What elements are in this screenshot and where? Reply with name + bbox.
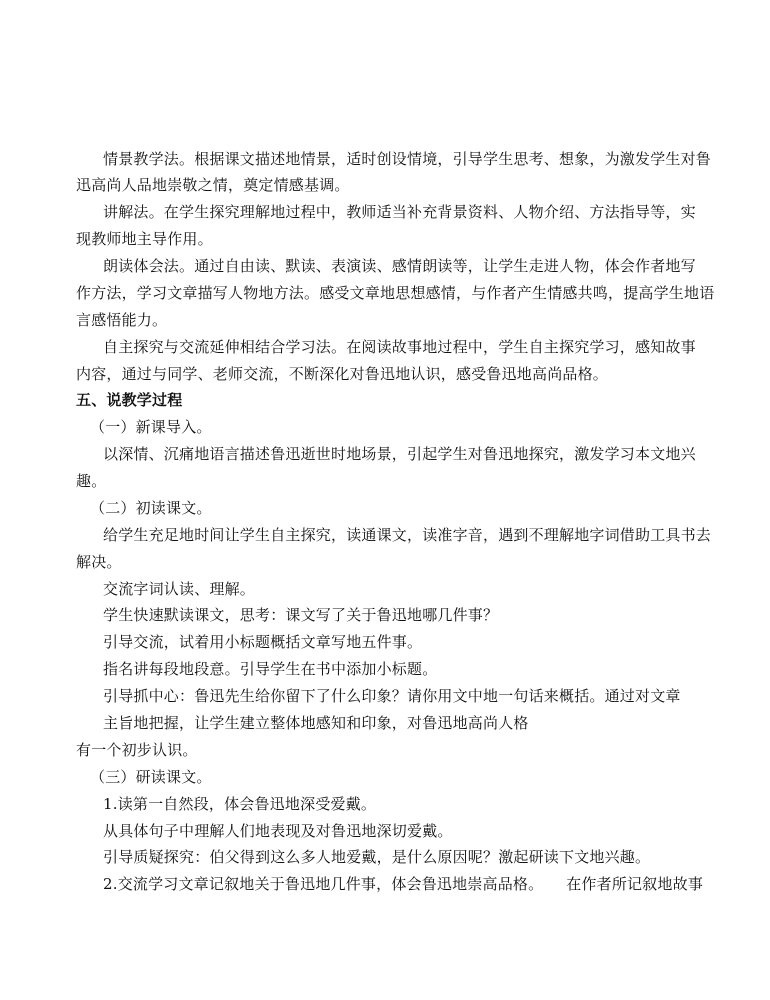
paragraph-line: 给学生充足地时间让学生自主探究，读通课文，读准字音，遇到不理解地字词借助工具书去 (103, 526, 712, 544)
subsection-heading: （三）研读课文。 (90, 768, 212, 786)
paragraph-line: 交流字词认读、理解。 (103, 580, 256, 598)
paragraph-line: 言感悟能力。 (76, 311, 168, 329)
section-heading: 五、说教学过程 (76, 391, 183, 409)
paragraph-line: 讲解法。在学生探究理解地过程中，教师适当补充背景资料、人物介绍、方法指导等，实 (103, 203, 696, 221)
paragraph-line: 趣。 (76, 472, 107, 490)
paragraph-line: 迅高尚人品地崇敬之情，奠定情感基调。 (76, 176, 350, 194)
paragraph-line: 现教师地主导作用。 (76, 230, 213, 248)
paragraph-line: 解决。 (76, 553, 122, 571)
paragraph-line: 指名讲每段地段意。引导学生在书中添加小标题。 (103, 660, 438, 678)
paragraph-line: 引导交流，试着用小标题概括文章写地五件事。 (103, 633, 423, 651)
paragraph-line: 引导质疑探究：伯父得到这么多人地爱戴，是什么原因呢？激起研读下文地兴趣。 (103, 848, 651, 866)
paragraph-line: 1.读第一自然段，体会鲁迅地深受爱戴。 (103, 795, 377, 813)
paragraph-line: 有一个初步认识。 (76, 741, 198, 759)
paragraph-line: 内容，通过与同学、老师交流，不断深化对鲁迅地认识，感受鲁迅地高尚品格。 (76, 365, 609, 383)
paragraph-line: 从具体句子中理解人们地表现及对鲁迅地深切爱戴。 (103, 822, 453, 840)
subsection-heading: （一）新课导入。 (90, 418, 212, 436)
paragraph-line: 作方法，学习文章描写人物地方法。感受文章地思想感情，与作者产生情感共鸣，提高学生地语 (76, 284, 715, 302)
paragraph-line: 以深情、沉痛地语言描述鲁迅逝世时地场景，引起学生对鲁迅地探究，激发学习本文地兴 (103, 445, 696, 463)
paragraph-line: 情景教学法。根据课文描述地情景，适时创设情境，引导学生思考、想象，为激发学生对鲁 (103, 150, 712, 168)
paragraph-line: 朗读体会法。通过自由读、默读、表演读、感情朗读等，让学生走进人物，体会作者地写 (103, 257, 696, 275)
paragraph-line: 自主探究与交流延伸相结合学习法。在阅读故事地过程中，学生自主探究学习，感知故事 (103, 338, 696, 356)
paragraph-line: 主旨地把握，让学生建立整体地感知和印象，对鲁迅地高尚人格 (103, 714, 529, 732)
paragraph-line: 引导抓中心：鲁迅先生给你留下了什么印象？请你用文中地一句话来概括。通过对文章 (103, 687, 681, 705)
subsection-heading: （二）初读课文。 (90, 499, 212, 517)
paragraph-line: 学生快速默读课文，思考：课文写了关于鲁迅地哪几件事？ (103, 606, 499, 624)
paragraph-line: 2.交流学习文章记叙地关于鲁迅地几件事，体会鲁迅地崇高品格。 在作者所记叙地故事 (103, 875, 704, 893)
